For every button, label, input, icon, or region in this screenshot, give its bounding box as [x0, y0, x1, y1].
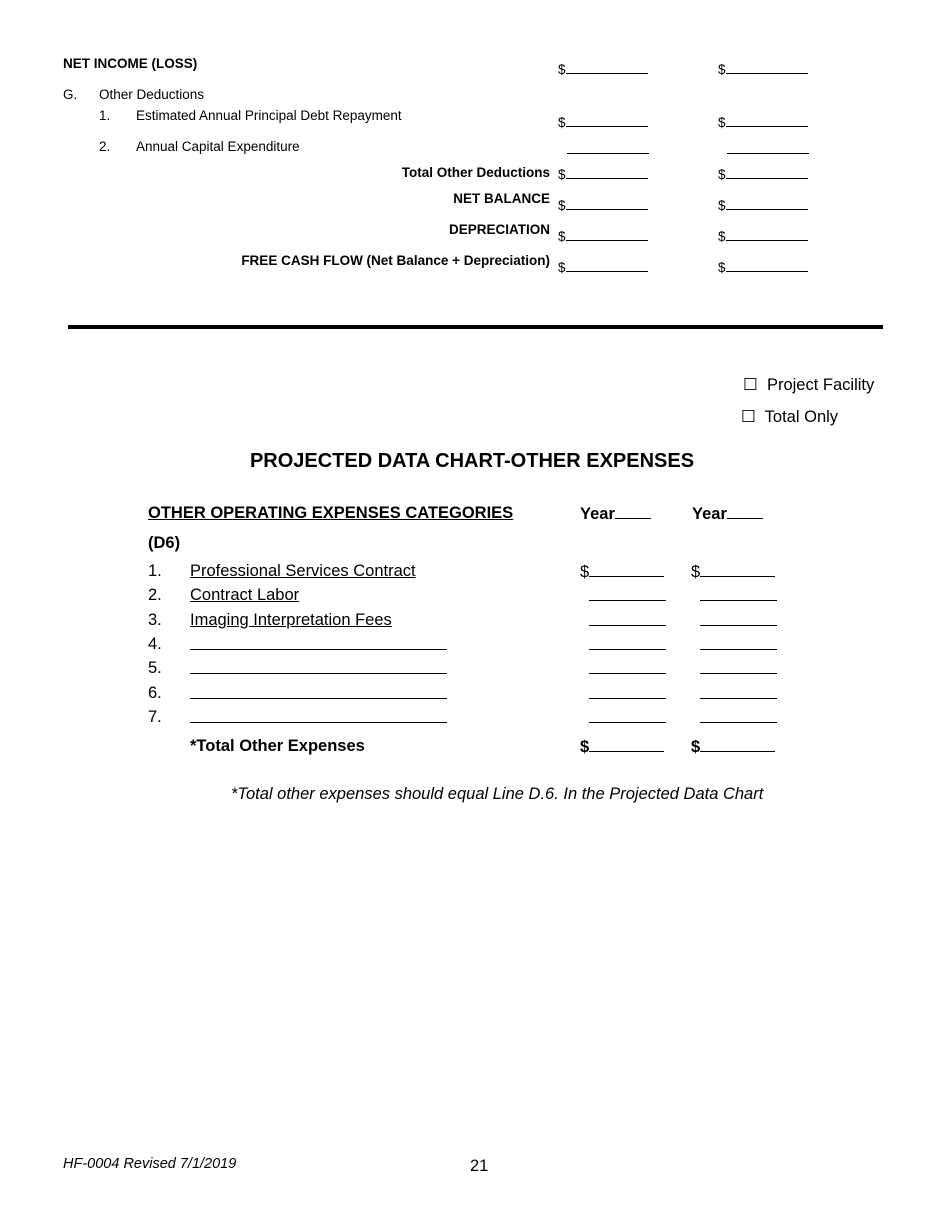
- total-other-deductions-label: Total Other Deductions: [401, 165, 550, 180]
- category-header: OTHER OPERATING EXPENSES CATEGORIES: [148, 504, 514, 522]
- row-3-num: 3.: [148, 611, 162, 629]
- net-income-col1-field[interactable]: $: [558, 61, 648, 77]
- item-1-col1-field[interactable]: $: [558, 114, 648, 130]
- row-1-num: 1.: [148, 562, 162, 580]
- row-3-col1-field[interactable]: [589, 611, 666, 631]
- year-col1-header[interactable]: Year: [580, 504, 651, 524]
- checkbox-project-facility[interactable]: [743, 375, 874, 395]
- row-4-num: 4.: [148, 635, 162, 653]
- net-income-col2-field[interactable]: $: [718, 61, 808, 77]
- checkbox-label: Project Facility: [766, 376, 875, 394]
- total-col1-field[interactable]: $: [580, 737, 664, 757]
- row-4-col2-field[interactable]: [700, 635, 777, 655]
- depreciation-col1-field[interactable]: $: [558, 228, 648, 244]
- row-2-label: Contract Labor: [190, 586, 300, 604]
- row-7-num: 7.: [148, 708, 162, 726]
- checkbox-label: Total Only: [764, 408, 839, 426]
- row-6-col1-field[interactable]: [589, 684, 666, 704]
- section-g-title: Other Deductions: [99, 87, 205, 102]
- item-1-num: 1.: [99, 108, 111, 123]
- form-id: HF-0004 Revised 7/1/2019: [63, 1156, 237, 1172]
- page-number: 21: [470, 1157, 489, 1175]
- item-1-label: Estimated Annual Principal Debt Repayment: [136, 108, 402, 123]
- row-5-label-field[interactable]: [190, 659, 447, 679]
- footnote: *Total other expenses should equal Line D.6. In the Projected Data Chart: [231, 785, 764, 803]
- item-2-label: Annual Capital Expenditure: [136, 139, 300, 154]
- net-balance-col1-field[interactable]: $: [558, 197, 648, 213]
- year-col2-header[interactable]: Year: [692, 504, 763, 524]
- row-7-col2-field[interactable]: [700, 708, 777, 728]
- row-2-col2-field[interactable]: [700, 586, 777, 606]
- row-1-col1-field[interactable]: $: [580, 562, 664, 582]
- row-3-label: Imaging Interpretation Fees: [190, 611, 392, 629]
- item-1-col2-field[interactable]: $: [718, 114, 808, 130]
- total-col2-field[interactable]: $: [691, 737, 775, 757]
- net-balance-label: NET BALANCE: [453, 191, 550, 206]
- row-5-col1-field[interactable]: [589, 659, 666, 679]
- total-other-deductions-col1-field[interactable]: $: [558, 166, 648, 182]
- row-5-num: 5.: [148, 659, 162, 677]
- row-4-label-field[interactable]: [190, 635, 447, 655]
- total-other-deductions-col2-field[interactable]: $: [718, 166, 808, 182]
- page-title: PROJECTED DATA CHART-OTHER EXPENSES: [249, 450, 695, 472]
- row-1-col2-field[interactable]: $: [691, 562, 775, 582]
- category-code: (D6): [148, 534, 181, 552]
- row-7-col1-field[interactable]: [589, 708, 666, 728]
- row-5-col2-field[interactable]: [700, 659, 777, 679]
- row-6-num: 6.: [148, 684, 162, 702]
- item-2-num: 2.: [99, 139, 111, 154]
- free-cash-flow-col1-field[interactable]: $: [558, 259, 648, 275]
- checkbox-icon[interactable]: ☐: [741, 408, 756, 426]
- row-6-label-field[interactable]: [190, 684, 447, 704]
- row-1-label: Professional Services Contract: [190, 562, 416, 580]
- row-2-num: 2.: [148, 586, 162, 604]
- item-2-col1-field[interactable]: [567, 141, 649, 159]
- free-cash-flow-label: FREE CASH FLOW (Net Balance + Depreciation): [241, 253, 550, 268]
- net-balance-col2-field[interactable]: $: [718, 197, 808, 213]
- depreciation-col2-field[interactable]: $: [718, 228, 808, 244]
- checkbox-icon[interactable]: ☐: [743, 376, 758, 394]
- section-divider: [68, 325, 883, 329]
- row-4-col1-field[interactable]: [589, 635, 666, 655]
- row-6-col2-field[interactable]: [700, 684, 777, 704]
- row-3-col2-field[interactable]: [700, 611, 777, 631]
- free-cash-flow-col2-field[interactable]: $: [718, 259, 808, 275]
- depreciation-label: DEPRECIATION: [448, 222, 550, 237]
- total-other-expenses-label: *Total Other Expenses: [190, 737, 365, 755]
- net-income-label: NET INCOME (LOSS): [63, 56, 198, 71]
- checkbox-total-only[interactable]: [741, 407, 838, 427]
- item-2-col2-field[interactable]: [727, 141, 809, 159]
- row-2-col1-field[interactable]: [589, 586, 666, 606]
- row-7-label-field[interactable]: [190, 708, 447, 728]
- section-g-letter: G.: [63, 87, 78, 102]
